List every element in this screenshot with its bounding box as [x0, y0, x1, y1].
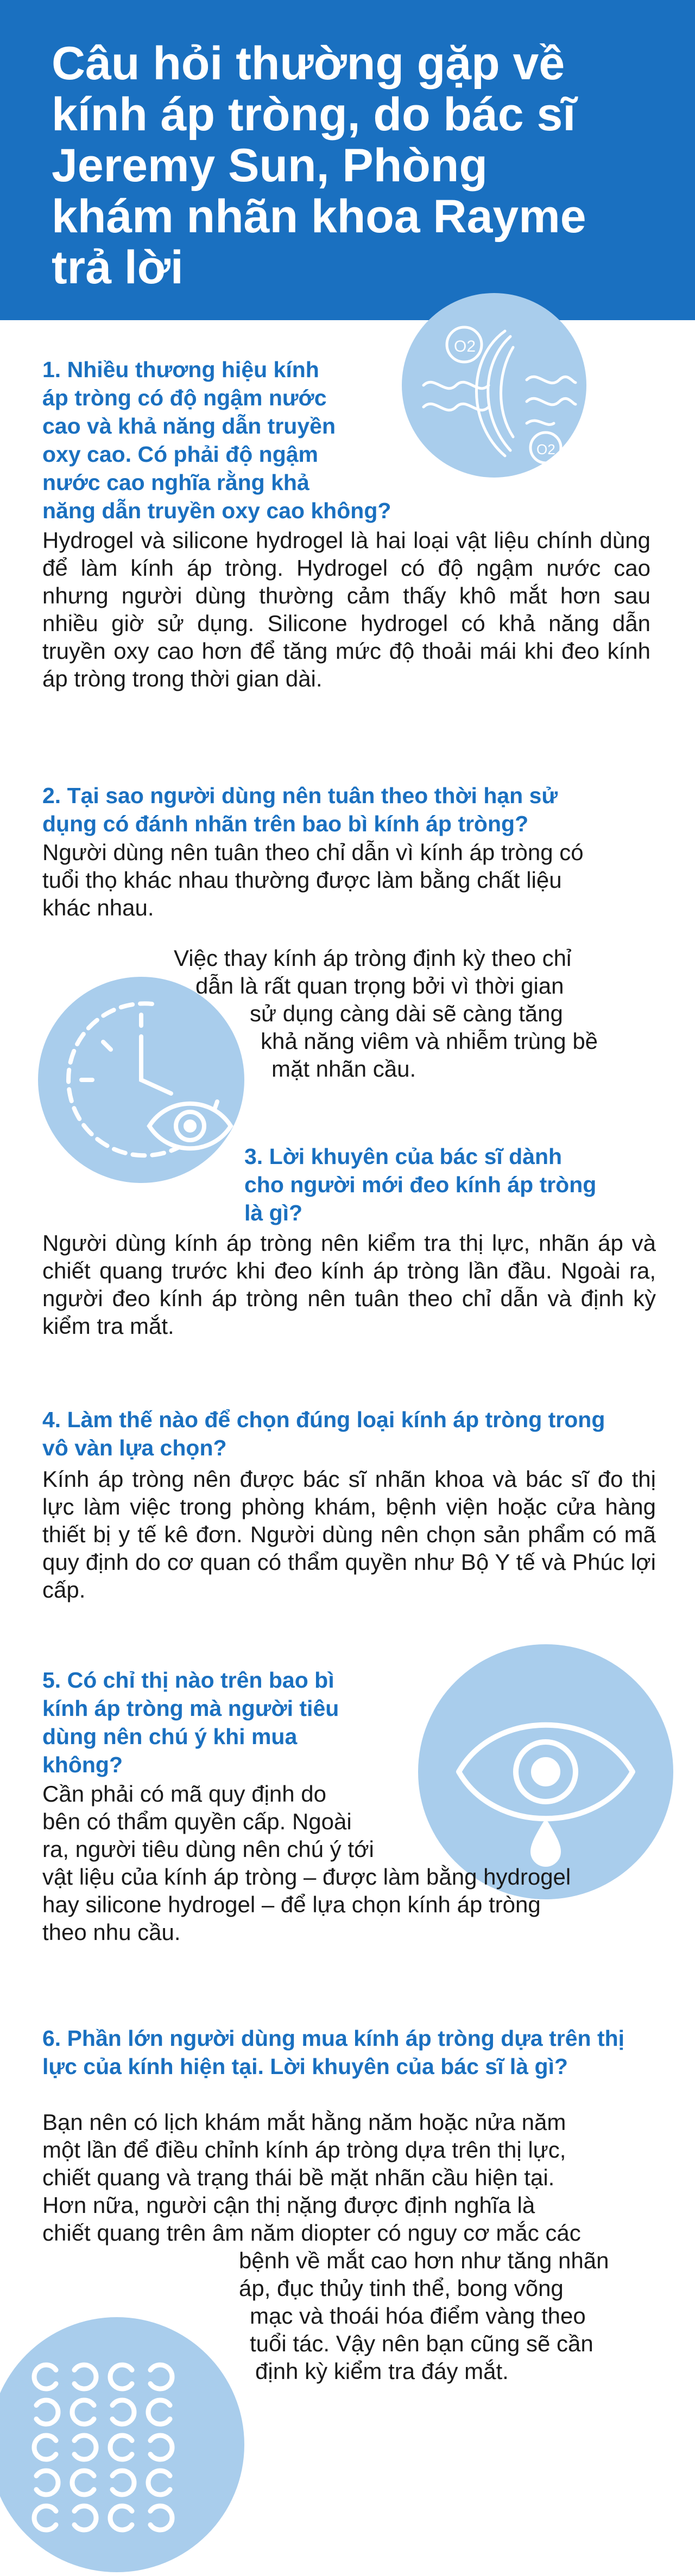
answer-4: Kính áp tròng nên được bác sĩ nhãn khoa và bác sĩ đo thị lực làm việc trong phòng khám, bệnh viện hoặc cửa hàng thiết bị y tế kê đơn. Người dùng nên chọn sản phẩm có mã quy định do cơ quan có thẩm quyền như Bộ Y tế và Phúc lợi cấp.: [42, 1466, 656, 1602]
answer-2-part-2: Việc thay kính áp tròng định kỳ theo chỉ dẫn là rất quan trọng bởi vì thời gian sử dụng càng dài sẽ càng tăng khả năng viêm và nhiễm trùng bề mặt nhãn cầu.: [174, 945, 598, 1082]
optotype-c-ring: [74, 2435, 96, 2459]
question-5: 5. Có chỉ thị nào trên bao bì kính áp tròng mà người tiêu dùng nên chú ý khi mua không?: [42, 1668, 339, 1777]
optotype-c-ring: [148, 2400, 170, 2424]
optotype-c-ring: [74, 2365, 96, 2389]
question-3: 3. Lời khuyên của bác sĩ dành cho người mới đeo kính áp tròng là gì?: [244, 1144, 597, 1225]
question-1: 1. Nhiều thương hiệu kính áp tròng có độ ngậm nước cao và khả năng dẫn truyền oxy cao. Có phải độ ngậm nước cao nghĩa rằng khả năng dẫn truyền oxy cao không?: [42, 357, 391, 523]
header-banner: [0, 0, 695, 320]
answer-3: Người dùng kính áp tròng nên kiểm tra thị lực, nhãn áp và chiết quang trước khi đeo kính áp tròng lần đầu. Ngoài ra, người đeo kính áp tròng nên tuân theo chỉ dẫn và định kỳ kiểm tra mắt.: [42, 1230, 656, 1339]
optotype-c-ring: [36, 2400, 58, 2424]
question-4: 4. Làm thế nào để chọn đúng loại kính áp tròng trong vô vàn lựa chọn?: [42, 1407, 605, 1460]
optotype-c-ring: [110, 2365, 132, 2389]
answer-2-part-1: Người dùng nên tuân theo chỉ dẫn vì kính áp tròng có tuổi thọ khác nhau thường được làm bằng chất liệu khác nhau.: [42, 839, 584, 920]
optotype-c-ring: [110, 2435, 132, 2459]
optotype-c-ring: [74, 2506, 96, 2530]
answer-6-part-2: bệnh về mắt cao hơn như tăng nhãn áp, đục thủy tinh thể, bong võng mạc và thoái hóa điểm vàng theo tuổi tác. Vậy nên bạn cũng sẽ cần định kỳ kiểm tra đáy mắt.: [239, 2248, 609, 2384]
optotype-c-ring: [150, 2435, 172, 2459]
optotype-c-ring: [150, 2506, 172, 2530]
question-6: 6. Phần lớn người dùng mua kính áp tròng dựa trên thị lực của kính hiện tại. Lời khuyên của bác sĩ là gì?: [42, 2026, 625, 2079]
optotype-c-ring: [72, 2400, 94, 2424]
vision-test-chart-icon: [0, 2317, 244, 2572]
answer-6-part-1: Bạn nên có lịch khám mắt hằng năm hoặc nửa năm một lần để điều chỉnh kính áp tròng dựa trên thị lực, chiết quang và trạng thái bề mặt nhãn cầu hiện tại. Hơn nữa, người cận thị nặng được định nghĩa là chiết quang trên âm năm diopter có nguy cơ mắc các: [42, 2109, 581, 2246]
page-title: Câu hỏi thường gặp về kính áp tròng, do bác sĩ Jeremy Sun, Phòng khám nhãn khoa Rayme trả lời: [52, 37, 586, 294]
o2-label-2: O2: [536, 441, 555, 457]
optotype-c-ring: [34, 2435, 56, 2459]
optotype-c-ring: [150, 2365, 172, 2389]
optotype-c-ring: [110, 2506, 132, 2530]
optotype-c-ring: [112, 2400, 134, 2424]
o2-label-1: O2: [454, 338, 476, 355]
optotype-c-ring: [72, 2471, 94, 2495]
optotype-c-ring: [148, 2471, 170, 2495]
answer-1: Hydrogel và silicone hydrogel là hai loại vật liệu chính dùng để làm kính áp tròng. Hydrogel có độ ngậm nước cao nhưng người dùng thường cảm thấy khô mắt hơn sau nhiều giờ sử dụng. Silicone hydrogel có khả năng dẫn truyền oxy cao hơn để tăng mức độ thoải mái khi đeo kính áp tròng trong thời gian dài.: [42, 527, 650, 691]
question-2: 2. Tại sao người dùng nên tuân theo thời hạn sử dụng có đánh nhãn trên bao bì kính áp tròng?: [42, 783, 558, 836]
optotype-c-ring: [36, 2471, 58, 2495]
optotype-c-ring: [34, 2365, 56, 2389]
answer-5: Cần phải có mã quy định do bên có thẩm quyền cấp. Ngoài ra, người tiêu dùng nên chú ý tới vật liệu của kính áp tròng – được làm bằng hydrogel hay silicone hydrogel – để lựa chọn kính áp tròng theo nhu cầu.: [42, 1781, 571, 1945]
optotype-c-ring: [112, 2471, 134, 2495]
optotype-c-ring: [34, 2506, 56, 2530]
